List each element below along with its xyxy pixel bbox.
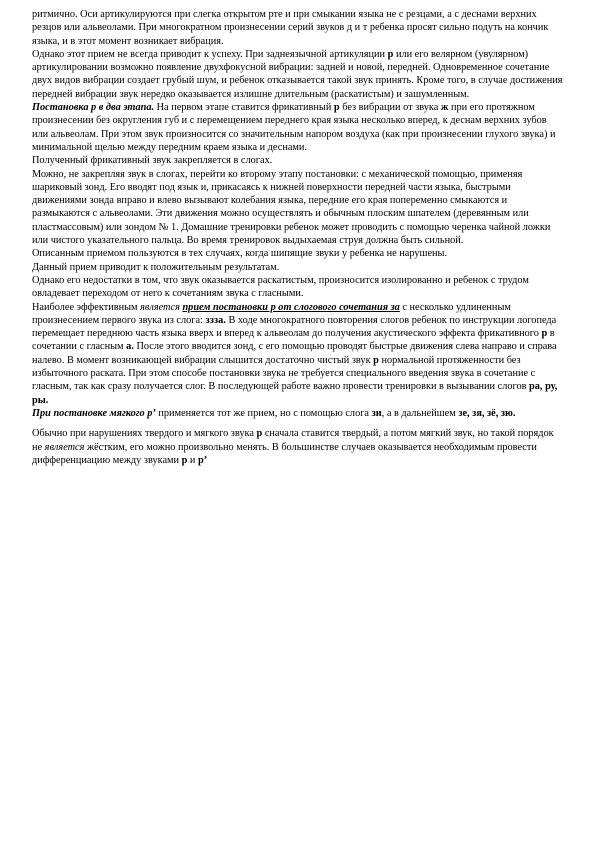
paragraph: [32, 301, 563, 407]
text-run: прием постановки р от слогового сочетания за: [182, 301, 400, 313]
text-run: жёстким, его можно произвольно менять. В большинстве случаев оказывается необходимым провести дифференциацию между звуками: [32, 441, 537, 466]
text-run: р: [387, 48, 394, 60]
text-run: ра, ру, ры.: [32, 381, 558, 406]
paragraph: [32, 261, 563, 274]
text-run: или его велярном (увулярном) артикулировании возможно появление двухфокусной вибрации: задней и новой, передней. Одновременное сочетание двух видов вибрации создает грубый шум, и ребенок отказывается такой звук принять. Кроме того, в случае достижения передней вибрации звук нередко оказывается излишне длительным (раскатистым) и зашумленным.: [32, 48, 563, 100]
text-run: ритмично. Оси артикулируются при слегка открытом рте и при смыкании языка не с резцами, а с деснами верхних резцов или альвеолами. При многократном произнесении серий звуков д и т ребенка просят сильно подуть на кончик языка, и в этот момент возникает вибрация.: [32, 9, 549, 47]
paragraph: [32, 8, 563, 48]
text-run: При постановке мягкого р’: [32, 407, 156, 419]
text-run: После этого вводится зонд, с его помощью проводят быстрые движения слева направо и справа налево. В момент возникающей вибрации слышится достаточно чистый звук: [32, 341, 557, 366]
text-run: нормальной протяженности без избыточного раската. При этом способе постановки звука не требуется специального введения звука в сочетание с гласным, так как сразу получается слог. В последующей работе важно провести тренировки в вызывании слогов: [32, 354, 536, 393]
paragraph: [32, 247, 563, 260]
text-run: Полученный фрикативный звук закрепляется в слогах.: [32, 155, 273, 167]
text-run: сначала ставится твердый, а потом мягкий звук, но такой порядок не: [32, 428, 554, 453]
text-run: ж: [440, 102, 449, 114]
text-run: и: [187, 454, 199, 466]
text-run: ззза.: [205, 314, 226, 326]
paragraph: [32, 101, 563, 154]
paragraph: [32, 427, 563, 467]
document-body: [32, 8, 563, 467]
paragraph: [32, 154, 563, 167]
text-run: в сочетании с гласным: [32, 328, 555, 353]
text-run: является: [44, 441, 85, 453]
paragraph: [32, 274, 563, 301]
text-run: Однако его недостатки в том, что звук оказывается раскатистым, произносится изолированно и ребенок с трудом овладевает переходом от него к сочетаниям звука с гласными.: [32, 274, 529, 300]
text-run: применяется тот же прием, но с помощью слога: [155, 407, 372, 419]
text-run: р: [333, 102, 340, 114]
text-run: с несколько удлиненным произнесением первого звука из слога:: [32, 301, 511, 326]
text-run: Наиболее эффективным: [32, 301, 141, 313]
paragraph: [32, 48, 563, 101]
text-run: Описанным приемом пользуются в тех случаях, когда шипящие звуки у ребенка не нарушены.: [32, 248, 448, 260]
text-run: а.: [126, 341, 134, 353]
text-run: Можно, не закрепляя звук в слогах, перейти ко второму этапу постановки: с механической помощью, применяя шариковый зонд. Его вводят под язык и, прикасаясь к нижней поверхности передней части языка, быстрыми движениями зонда вправо и влево вызывают колебания языка, передние его края попеременно смыкаются и размыкаются с альвеолами. Эти движения можно осуществлять и обычным плоским шпателем (деревянным или пластмассовым) или зондом № 1. Домашние тренировки ребенок может проводить с помощью черенка чайной ложки или чистого указательного пальца. Во время тренировок выдыхаемая струя должна быть сильной.: [32, 168, 551, 247]
text-run: Однако этот прием не всегда приводит к успеху. При заднеязычной артикуляции: [32, 48, 388, 60]
text-run: Данный прием приводит к положительным результатам.: [32, 261, 280, 273]
text-run: является: [140, 301, 180, 313]
text-run: зе, зя, зё, зю.: [458, 407, 516, 419]
text-run: при его протяжном произнесении без округления губ и с перемещением переднего края языка несколько вперед, к деснам верхних зубов или альвеолам. При этом звук произносится со значительным напором воздуха (как при произнесении глухого звука) и минимальной щелью между передним краем языка и деснами.: [32, 102, 556, 153]
text-run: р: [256, 428, 263, 440]
text-run: без вибрации от звука: [339, 102, 441, 114]
text-run: р: [181, 454, 188, 466]
paragraph: [32, 168, 563, 248]
paragraph: [32, 407, 563, 420]
text-run: , а в дальнейшем: [381, 407, 459, 419]
text-run: Постановка р в два этапа.: [32, 102, 155, 114]
text-run: р: [541, 328, 548, 340]
text-run: В ходе многократного повторения слогов ребенок по инструкции логопеда перемещает переднюю часть языка вверх и вперед к альвеолам до получения акустического эффекта фрикативного: [32, 314, 557, 340]
text-run: На первом этапе ставится фрикативный: [154, 102, 334, 114]
text-run: р: [373, 354, 379, 366]
text-run: зи: [371, 407, 382, 419]
text-run: р’: [198, 454, 208, 466]
text-run: Обычно при нарушениях твердого и мягкого звука: [32, 428, 257, 440]
